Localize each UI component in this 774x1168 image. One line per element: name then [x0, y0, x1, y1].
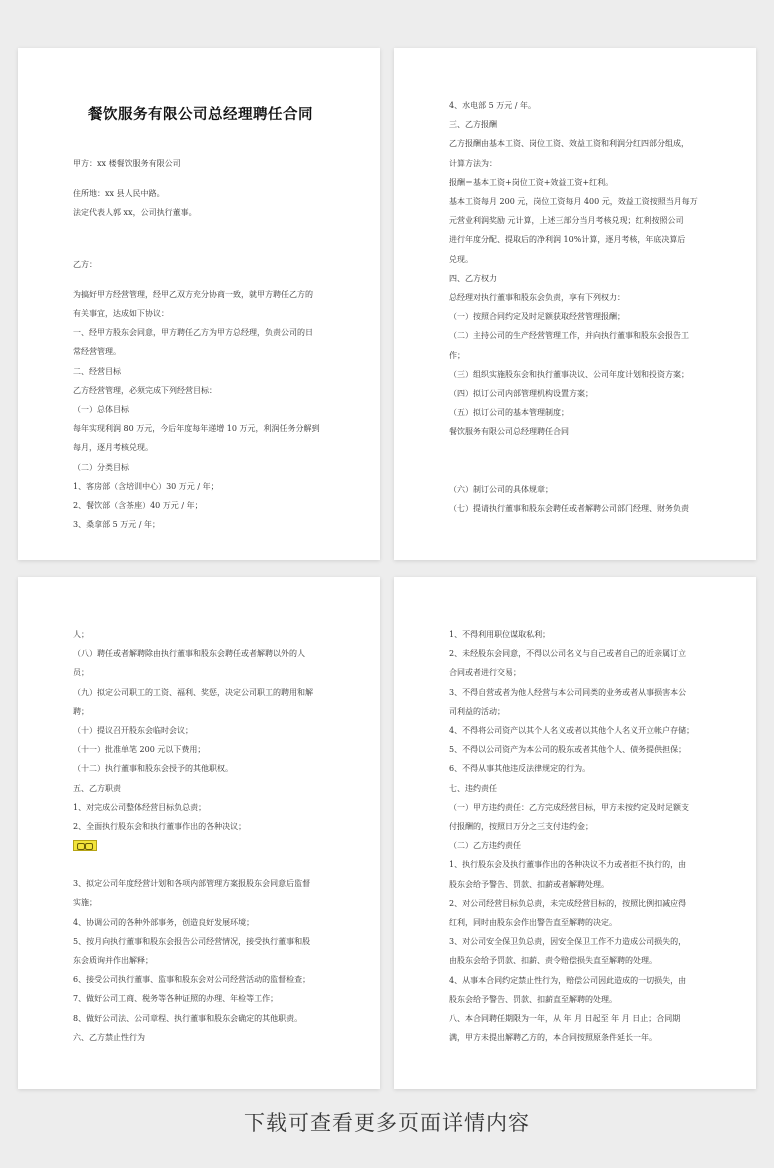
text-line: 1、不得利用职位谋取私利； — [449, 630, 551, 639]
text-line: 3、对公司安全保卫负总责，因安全保卫工作不力造成公司损失的， — [449, 937, 687, 947]
text-line: 常经营管理。 — [73, 347, 121, 357]
text-line: 2、餐饮部（含茶座）40 万元 / 年； — [73, 501, 203, 511]
address-line: 住所地：xx 县人民中路。 — [73, 189, 165, 199]
text-line: 1、客房部（含培训中心）30 万元 / 年； — [73, 481, 219, 491]
text-line: 4、水电部 5 万元 / 年。 — [449, 101, 537, 110]
text-line: 2、未经股东会同意，不得以公司名义与自己或者自己的近亲属订立 — [449, 649, 687, 659]
text-line: 人； — [73, 630, 89, 639]
text-line: （一）按照合同约定及时足额获取经营管理报酬； — [449, 312, 625, 322]
subsection-heading: （二）乙方违约责任 — [449, 841, 521, 851]
subsection-heading: （一）总体目标 — [73, 405, 129, 415]
text-line: 员； — [73, 668, 89, 678]
text-line: （十二）执行董事和股东会授予的其他职权。 — [73, 764, 233, 774]
section-heading: 六、乙方禁止性行为 — [73, 1032, 145, 1042]
text-line: （一）甲方违约责任：乙方完成经营目标，甲方未按约定及时足额支 — [449, 802, 689, 812]
text-line: 报酬＝基本工资+岗位工资+效益工资+红利。 — [449, 177, 614, 187]
text-line: （十）提议召开股东会临时会议； — [73, 726, 193, 736]
subsection-heading: （二）分类目标 — [73, 462, 129, 472]
section-heading: 五、乙方职责 — [73, 783, 121, 793]
text-line: 实施； — [73, 898, 97, 908]
text-line: 1、执行股东会及执行董事作出的各种决议不力或者拒不执行的，由 — [449, 860, 687, 870]
section-heading: 四、乙方权力 — [449, 273, 497, 283]
text-line: 2、全面执行股东会和执行董事作出的各种决议； — [73, 822, 247, 832]
text-line: （六）制订公司的具体规章； — [449, 484, 553, 494]
text-line: 6、接受公司执行董事、监事和股东会对公司经营活动的监督检查； — [73, 975, 311, 985]
text-line: 东会质询并作出解释； — [73, 956, 153, 966]
text-line: 乙方经营管理，必须完成下列经营目标： — [73, 385, 217, 395]
text-line: 进行年度分配、提取后的净利润 10%计算，逐月考核，年底决算后 — [449, 235, 686, 245]
text-line: 付报酬的，按照日万分之三支付违约金； — [449, 822, 593, 832]
text-line: 司利益的活动； — [449, 706, 505, 716]
text-line: （八）聘任或者解聘除由执行董事和股东会聘任或者解聘以外的人 — [73, 649, 305, 659]
party-a-line: 甲方：xx 楼餐饮服务有限公司 — [73, 159, 181, 168]
text-line: 作； — [449, 350, 465, 360]
text-line: 4、从事本合同约定禁止性行为，赔偿公司因此造成的一切损失，由 — [449, 975, 687, 985]
text-line: 八、本合同聘任期限为一年，从 年 月 日起至 年 月 日止；合同期 — [449, 1014, 681, 1024]
text-line: 3、不得自营或者为他人经营与本公司同类的业务或者从事损害本公 — [449, 687, 687, 697]
text-line: （三）组织实施股东会和执行董事决议、公司年度计划和投资方案； — [449, 369, 689, 379]
section-heading: 三、乙方报酬 — [449, 120, 497, 130]
section-heading: 七、违约责任 — [449, 783, 497, 793]
text-line: 股东会给予警告、罚款、扣薪直至解聘的处理。 — [449, 994, 617, 1004]
text-line: 4、不得将公司资产以其个人名义或者以其他个人名义开立帐户存储； — [449, 726, 695, 736]
text-line: 兑现。 — [449, 254, 473, 264]
document-page-1 — [18, 48, 380, 560]
text-line: 总经理对执行董事和股东会负责，享有下列权力： — [449, 293, 625, 303]
text-line: 合同或者进行交易； — [449, 668, 521, 678]
text-line: 聘； — [73, 706, 89, 716]
text-line: 每年实现利润 80 万元，今后年度每年递增 10 万元，利润任务分解到 — [73, 424, 320, 434]
text-line: 红利，同时由股东会作出警告直至解聘的决定。 — [449, 918, 617, 928]
document-title: 餐饮服务有限公司总经理聘任合同 — [88, 107, 313, 123]
text-line: （十一）批准单笔 200 元以下费用； — [73, 745, 206, 755]
text-line: 乙方报酬由基本工资、岗位工资、效益工资和利润分红四部分组成， — [449, 139, 689, 149]
text-line: （九）拟定公司职工的工资、福利、奖惩，决定公司职工的聘用和解 — [73, 687, 313, 697]
document-page-3 — [18, 577, 380, 1089]
download-more-link[interactable]: 下载可查看更多页面详情内容 — [244, 1111, 530, 1135]
text-line: 一、经甲方股东会同意，甲方聘任乙方为甲方总经理，负责公司的日 — [73, 328, 313, 338]
legal-rep-line: 法定代表人郭 xx，公司执行董事。 — [73, 208, 197, 218]
text-line: 股东会给予警告、罚款、扣薪或者解聘处理。 — [449, 879, 609, 889]
text-line: 7、做好公司工商、税务等各种证照的办理、年检等工作； — [73, 994, 279, 1004]
text-line: 6、不得从事其他违反法律规定的行为。 — [449, 764, 591, 774]
text-line: 有关事宜，达成如下协议： — [73, 309, 169, 319]
text-line: 5、按月向执行董事和股东会报告公司经营情况，接受执行董事和股 — [73, 936, 311, 946]
text-line: 4、协调公司的各种外部事务，创造良好发展环境； — [73, 917, 255, 927]
text-line: 为搞好甲方经营管理，经甲乙双方充分协商一致，就甲方聘任乙方的 — [73, 289, 313, 299]
running-title: 餐饮服务有限公司总经理聘任合同 — [449, 427, 569, 437]
text-line: 由股东会给予罚款、扣薪、责令赔偿损失直至解聘的处理。 — [449, 956, 657, 966]
text-line: 8、做好公司法、公司章程、执行董事和股东会确定的其他职责。 — [73, 1013, 303, 1023]
text-line: （四）拟订公司内部管理机构设置方案； — [449, 389, 593, 399]
text-line: （七）提请执行董事和股东会聘任或者解聘公司部门经理、财务负责 — [449, 503, 689, 513]
text-line: （五）拟订公司的基本管理制度； — [449, 408, 569, 418]
text-line: 基本工资每月 200 元，岗位工资每月 400 元，效益工资按照当月每万 — [449, 197, 698, 207]
text-line: 5、不得以公司资产为本公司的股东或者其他个人、债务提供担保； — [449, 745, 687, 755]
text-line: （二）主持公司的生产经营管理工作，并向执行董事和股东会报告工 — [449, 331, 689, 341]
document-page-2 — [394, 48, 756, 560]
text-line: 2、对公司经营目标负总责，未完成经营目标的，按照比例扣减应得 — [449, 898, 687, 908]
section-heading: 二、经营目标 — [73, 366, 121, 376]
text-line: 元营业利润奖励 元计算，上述三部分当月考核兑现；红利按照公司 — [449, 216, 684, 226]
text-line: 每月，逐月考核兑现。 — [73, 443, 153, 453]
text-line: 3、桑拿部 5 万元 / 年； — [73, 520, 161, 530]
text-line: 1、对完成公司整体经营目标负总责； — [73, 802, 207, 812]
text-line: 3、拟定公司年度经营计划和各项内部管理方案报股东会同意后监督 — [73, 879, 311, 889]
party-b-line: 乙方： — [73, 259, 97, 269]
link-badge-icon — [73, 840, 97, 851]
text-line: 满，甲方未提出解聘乙方的，本合同按照原条件延长一年。 — [449, 1033, 657, 1043]
document-page-4 — [394, 577, 756, 1089]
text-line: 计算方法为： — [449, 158, 497, 168]
